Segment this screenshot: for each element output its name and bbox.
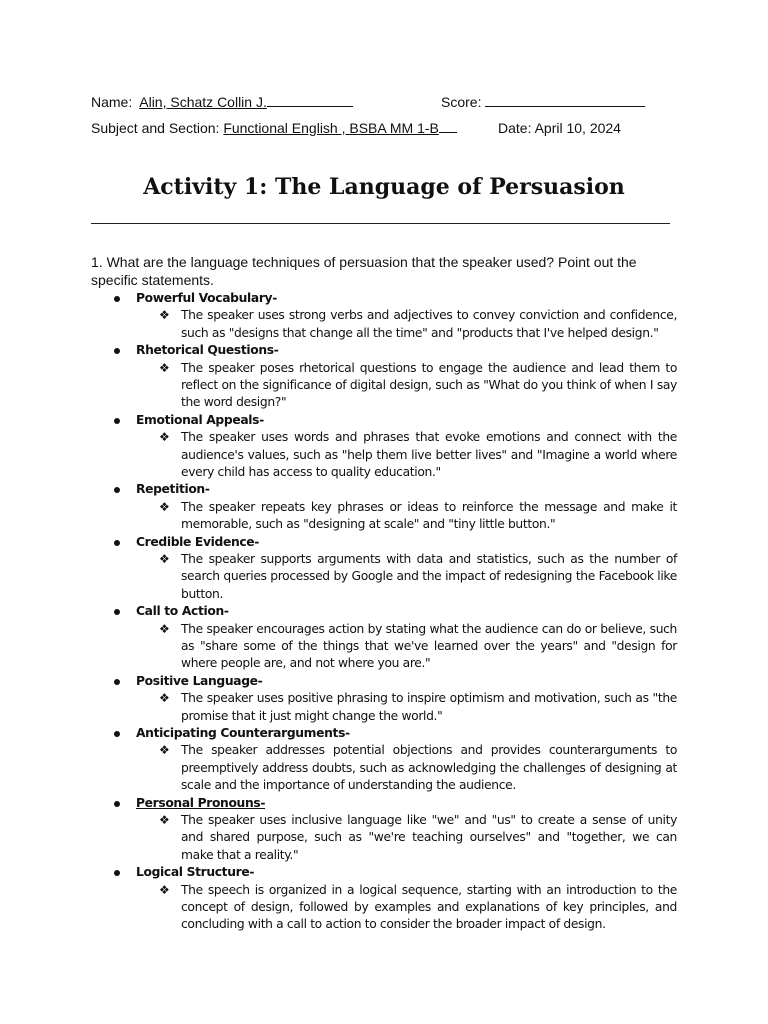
subject-blank bbox=[439, 119, 457, 133]
list-item bbox=[0, 864, 768, 934]
item-heading: Credible Evidence- bbox=[136, 534, 260, 549]
subject-line bbox=[91, 119, 457, 137]
item-text: The speaker supports arguments with data and statistics, such as the number of search queries processed by Google and the impact of redesigning the Facebook like button. bbox=[181, 552, 677, 601]
bullet-dot-icon bbox=[114, 540, 120, 546]
item-heading: Anticipating Counterarguments- bbox=[136, 726, 350, 741]
diamond-bullet-icon: ❖ bbox=[159, 308, 170, 323]
diamond-bullet-icon: ❖ bbox=[159, 552, 170, 567]
diamond-bullet-icon: ❖ bbox=[159, 882, 170, 897]
bullet-dot-icon bbox=[114, 731, 120, 737]
item-heading: Rhetorical Questions- bbox=[136, 343, 279, 358]
name-line bbox=[91, 93, 353, 111]
item-text: The speaker uses inclusive language like "we" and "us" to create a sense of unity and shared purpose, such as "we're teaching ourselves" and "together, we can make that a reality." bbox=[181, 813, 677, 862]
title-divider bbox=[91, 223, 670, 224]
item-heading: Repetition- bbox=[136, 482, 210, 497]
item-text: The speaker uses strong verbs and adjectives to convey conviction and confidence, such as "designs that change all the time" and "products that I've helped design." bbox=[181, 308, 677, 340]
list-item bbox=[0, 342, 768, 412]
list-item bbox=[0, 534, 768, 604]
score-line bbox=[441, 93, 645, 111]
list-item bbox=[0, 673, 768, 725]
item-heading: Logical Structure- bbox=[136, 865, 255, 880]
score-blank bbox=[485, 93, 645, 107]
bullet-dot-icon bbox=[114, 801, 120, 807]
name-value: Alin, Schatz Collin J. bbox=[139, 94, 267, 110]
bullet-dot-icon bbox=[114, 679, 120, 685]
item-text: The speaker poses rhetorical questions to engage the audience and lead them to reflect on the significance of digital design, such as "What do you think of when I say the word design?" bbox=[181, 360, 677, 410]
name-blank bbox=[267, 93, 353, 107]
diamond-bullet-icon: ❖ bbox=[159, 430, 170, 445]
bullet-dot-icon bbox=[114, 487, 120, 493]
list-item bbox=[0, 725, 768, 795]
item-heading: Emotional Appeals- bbox=[136, 412, 264, 427]
diamond-bullet-icon: ❖ bbox=[159, 743, 170, 758]
bullet-dot-icon bbox=[114, 348, 120, 354]
subject-value: Functional English , BSBA MM 1-B bbox=[223, 120, 439, 136]
page-title: Activity 1: The Language of Persuasion bbox=[143, 174, 625, 200]
item-text: The speech is organized in a logical sequence, starting with an introduction to the concept of design, followed by examples and explanations of key principles, and concluding with a call to action to consider the broader impact of design. bbox=[181, 882, 677, 932]
item-heading: Personal Pronouns- bbox=[136, 795, 266, 810]
date-text: Date: April 10, 2024 bbox=[498, 120, 621, 136]
list-item bbox=[0, 412, 768, 482]
list-item bbox=[0, 603, 768, 673]
list-item bbox=[0, 481, 768, 533]
technique-list bbox=[0, 290, 768, 934]
diamond-bullet-icon: ❖ bbox=[159, 621, 170, 636]
list-item bbox=[0, 795, 768, 865]
item-heading: Powerful Vocabulary- bbox=[136, 291, 277, 305]
score-label: Score: bbox=[441, 94, 482, 110]
item-text: The speaker addresses potential objections and provides counterarguments to preemptively address doubts, such as acknowledging the challenges of designing at scale and the importance of understanding the audience. bbox=[181, 743, 677, 793]
bullet-dot-icon bbox=[114, 418, 120, 424]
diamond-bullet-icon: ❖ bbox=[159, 360, 170, 375]
item-text: The speaker encourages action by stating what the audience can do or believe, such as "share some of the things that we've learned over the years" and "design for where people are, and not where you are." bbox=[181, 621, 677, 671]
bullet-dot-icon bbox=[114, 609, 120, 615]
item-text: The speaker uses words and phrases that evoke emotions and connect with the audience's values, such as "help them live better lives" and "Imagine a world where every child has access to quality education." bbox=[181, 430, 677, 480]
name-label: Name: bbox=[91, 94, 133, 110]
item-heading: Positive Language- bbox=[136, 673, 263, 688]
item-text: The speaker repeats key phrases or ideas to reinforce the message and make it memorable, such as "designing at scale" and "tiny little button." bbox=[181, 499, 677, 532]
question-text: 1. What are the language techniques of persuasion that the speaker used? Point out the specific statements. bbox=[91, 254, 637, 288]
bullet-dot-icon bbox=[114, 296, 120, 302]
diamond-bullet-icon: ❖ bbox=[159, 499, 170, 514]
subject-label: Subject and Section: bbox=[91, 120, 220, 136]
list-item bbox=[0, 290, 768, 342]
diamond-bullet-icon: ❖ bbox=[159, 813, 170, 828]
item-heading: Call to Action- bbox=[136, 604, 229, 619]
bullet-dot-icon bbox=[114, 870, 120, 876]
item-text: The speaker uses positive phrasing to inspire optimism and motivation, such as "the promise that it just might change the world." bbox=[181, 691, 677, 723]
diamond-bullet-icon: ❖ bbox=[159, 691, 170, 706]
